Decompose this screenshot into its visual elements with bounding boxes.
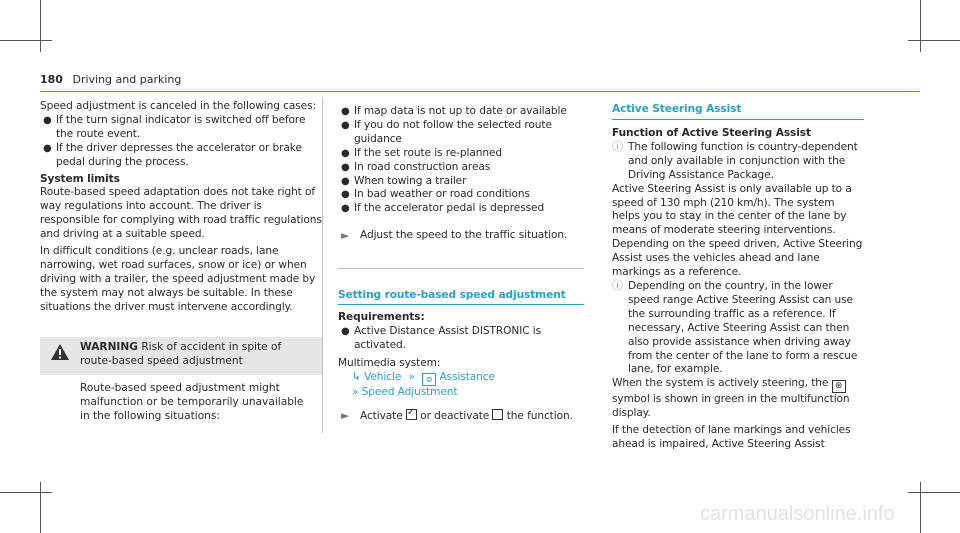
menu-path-line-1 xyxy=(338,371,588,386)
requirements-label: Requirements: xyxy=(338,311,425,323)
crop-mark xyxy=(0,492,52,493)
bullet-icon: ● xyxy=(43,142,52,154)
page-number: 180 xyxy=(40,73,63,86)
intro-text: Speed adjustment is canceled in the following cases: xyxy=(40,100,316,112)
bullet-icon: ● xyxy=(341,147,350,159)
warning-box xyxy=(40,337,322,433)
column-2 xyxy=(338,105,588,243)
crop-mark xyxy=(908,40,960,41)
list-item: ● In road construction areas xyxy=(341,160,491,173)
setting-heading-rule xyxy=(338,304,584,305)
list-item: ● Active Distance Assist DISTRONIC is activated. xyxy=(341,324,542,351)
section-title: Driving and parking xyxy=(72,73,182,86)
bullet-icon: ● xyxy=(43,114,52,126)
chevron-right-icon: » xyxy=(408,370,415,383)
limits-paragraph: In difficult conditions (e.g. unclear roads, lane narrowing, wet road surfaces, snow or ice) or when driving with a trailer, the speed adjustment made by the system may not always be suitable. In these situations the driver must intervene accordingly. xyxy=(40,245,316,313)
note: ⓘ Depending on the country, in the lower speed range Active Steering Assist can use the surrounding traffic as a reference. If necessary, Active Steering Assist can then also provide assistance when driving away from the center of the lane to form a rescue lane, for example. xyxy=(612,278,858,376)
warning-title: Risk of accident in spite of route-based speed adjustment xyxy=(80,341,282,367)
column-3 xyxy=(612,103,864,117)
list-item: ● In bad weather or road conditions xyxy=(341,188,530,201)
bullet-icon: ● xyxy=(341,325,350,337)
crop-mark xyxy=(920,482,921,533)
warning-body: Route-based speed adjustment might malfunction or be temporarily unavailable in the following situations: xyxy=(80,382,304,422)
column-3-body xyxy=(612,127,864,452)
list-item: ● If the set route is re-planned xyxy=(341,146,503,159)
menu-assistance: Assistance xyxy=(439,370,495,383)
watermark: carmanualsonline.info xyxy=(700,503,895,525)
list-item: ● If map data is not up to date or available xyxy=(341,105,567,117)
body-paragraph: If the detection of lane markings and vehicles ahead is impaired, Active Steering Assist xyxy=(612,424,851,451)
checkbox-empty-icon xyxy=(492,409,503,420)
arrow-icon: ► xyxy=(341,408,350,422)
bullet-icon: ● xyxy=(341,189,350,201)
note-icon: ⓘ xyxy=(612,139,623,153)
menu-speed-adjustment: Speed Adjustment xyxy=(361,385,458,398)
chevron-right-icon: » xyxy=(352,385,359,398)
body-paragraph: When the system is actively steering, the ⊛ symbol is shown in green in the multifunction display. xyxy=(612,377,850,420)
note-icon: ⓘ xyxy=(612,278,623,292)
menu-path-line-2 xyxy=(338,386,588,400)
bullet-icon: ● xyxy=(341,203,350,215)
setting-section xyxy=(338,289,588,303)
list-item: ● If the driver depresses the accelerator or brake pedal during the process. xyxy=(43,141,302,168)
body-paragraph: Active Steering Assist is only available up to a speed of 130 mph (210 km/h). The system helps you to stay in the center of the lane by means of moderate steering interventions. Depending on the speed driven, Active Steering Assist uses the vehicles ahead and lane markings as a reference. xyxy=(612,182,863,279)
section-heading: Active Steering Assist xyxy=(612,103,742,115)
steering-wheel-icon: ⊛ xyxy=(832,380,846,393)
crop-mark xyxy=(920,0,921,52)
column-1 xyxy=(40,100,322,315)
action-step: ► Adjust the speed to the traffic situation. xyxy=(341,229,568,243)
warning-triangle-icon xyxy=(50,343,70,361)
action-step: ► Activate ✓ or deactivate the function. xyxy=(338,409,588,424)
warning-header xyxy=(40,337,322,375)
page-header xyxy=(40,73,181,86)
crop-mark xyxy=(40,0,41,52)
list-item: ● If the turn signal indicator is switched off before the route event. xyxy=(43,113,306,140)
menu-vehicle: Vehicle xyxy=(364,370,402,383)
multimedia-label: Multimedia system: xyxy=(338,356,441,369)
note: ⓘ The following function is country-dependent and only available in conjunction with the Driving Assistance Package. xyxy=(612,139,858,181)
arrow-icon: ► xyxy=(341,229,350,243)
column-2-rule xyxy=(338,268,584,269)
list-item: ● If you do not follow the selected route guidance xyxy=(341,118,552,145)
column-divider xyxy=(322,97,323,433)
list-item: ● If the accelerator pedal is depressed xyxy=(341,202,545,215)
limits-paragraph: Route-based speed adaptation does not take right of way regulations into account. The driver is responsible for complying with road traffic regulations and driving at a suitable speed. xyxy=(40,186,322,241)
return-arrow-icon: ↳ xyxy=(352,370,361,383)
setting-body xyxy=(338,311,588,423)
bullet-icon: ● xyxy=(341,106,350,117)
checkbox-checked-icon xyxy=(406,409,417,420)
bullet-icon: ● xyxy=(341,119,350,131)
warning-label: WARNING xyxy=(80,341,138,353)
list-item: ● When towing a trailer xyxy=(341,174,467,187)
header-rule xyxy=(40,91,920,92)
crop-mark xyxy=(0,40,52,41)
setting-heading: Setting route-based speed adjustment xyxy=(338,289,566,301)
car-assist-icon: ⊜ xyxy=(422,373,436,386)
function-heading: Function of Active Steering Assist xyxy=(612,127,811,139)
crop-mark xyxy=(908,492,960,493)
crop-mark xyxy=(40,482,41,533)
system-limits-heading: System limits xyxy=(40,172,120,185)
section-heading-rule xyxy=(612,119,864,120)
bullet-icon: ● xyxy=(341,175,350,187)
bullet-icon: ● xyxy=(341,161,350,173)
